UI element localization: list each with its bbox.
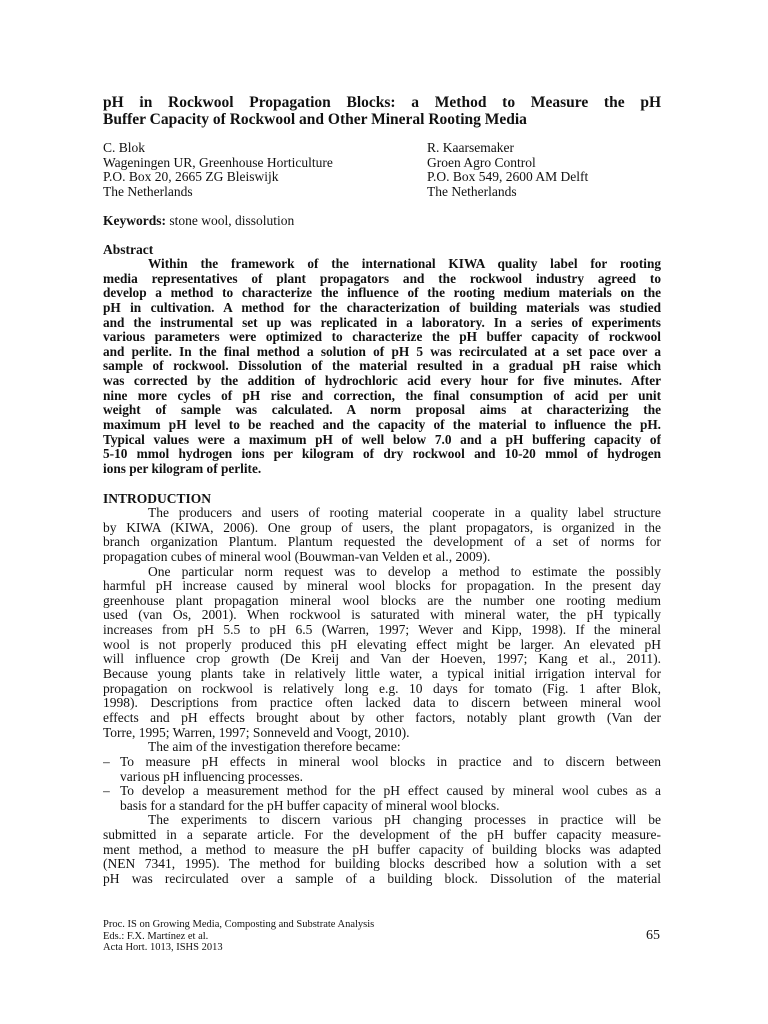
author-country: The Netherlands (103, 183, 193, 199)
body-line: (NEN 7341, 1995). The method for building blocks described how a solution with a set (103, 857, 661, 872)
author-name: C. Blok (103, 140, 146, 155)
body-line: The experiments to discern various pH changing processes in practice will be (148, 813, 661, 828)
footer-citation: Acta Hort. 1013, ISHS 2013 (103, 942, 223, 953)
keywords-label: Keywords: (103, 213, 166, 228)
abstract-line: nine more cycles of pH rise and correction, the final consumption of acid per unit (103, 388, 661, 403)
author-affiliation: Wageningen UR, Greenhouse Horticulture (103, 154, 333, 170)
body-line: Torre, 1995; Warren, 1997; Sonneveld and Voogt, 2010). (103, 724, 410, 740)
author-1 (103, 141, 333, 199)
bullet-dash: – (103, 754, 110, 769)
abstract-line: develop a method to characterize the influence of the rooting medium materials on the (103, 286, 661, 301)
title-line: pH in Rockwool Propagation Blocks: a Method to Measure the pH (103, 94, 661, 111)
author-country: The Netherlands (427, 183, 517, 199)
abstract-line: media representatives of plant propagators and the rockwool industry agreed to (103, 271, 661, 286)
abstract-line: pH in cultivation. A method for the characterization of building materials was studied (103, 300, 661, 315)
page-number: 65 (646, 928, 660, 943)
body-line: One particular norm request was to develop a method to estimate the possibly (148, 564, 661, 579)
body-line: increases from pH 5.5 to pH 6.5 (Warren, 1997; Wever and Kipp, 1998). If the mineral (103, 623, 661, 638)
abstract-line: Within the framework of the international KIWA quality label for rooting (148, 257, 661, 271)
body-line: pH was recirculated over a sample of a building block. Dissolution of the material (103, 872, 661, 887)
body-line: 1998). Descriptions from practice often lacked data to discern between mineral wool (103, 696, 661, 711)
abstract-line: Typical values were a maximum pH of well below 7.0 and a pH buffering capacity of (103, 432, 661, 447)
abstract-line: was corrected by the addition of hydrochloric acid every hour for five minutes. After (103, 374, 661, 389)
body-line: effects and pH effects brought about by other factors, notably plant growth (Van der (103, 710, 661, 725)
bullet-text: To measure pH effects in mineral wool blocks in practice and to discern between (120, 754, 661, 769)
body-line: propagation on rockwool is relatively long e.g. 10 days for tomato (Fig. 1 after Blok, (103, 681, 661, 696)
body-line: propagation cubes of mineral wool (Bouwman-van Velden et al., 2009). (103, 548, 491, 564)
author-name: R. Kaarsemaker (427, 140, 514, 155)
abstract-line: 5-10 mmol hydrogen ions per kilogram of dry rockwool and 10-20 mmol of hydrogen (103, 447, 661, 462)
abstract-line: maximum pH level to be reached and the capacity of the material to influence the pH. (103, 418, 661, 433)
body-line: harmful pH increase caused by mineral wool blocks for propagation. In the present day (103, 579, 661, 594)
abstract-line: and the instrumental set up was replicated in a laboratory. In a series of experiments (103, 315, 661, 330)
title-line: Buffer Capacity of Rockwool and Other Mineral Rooting Media (103, 111, 527, 128)
bullet-continuation: basis for a standard for the pH buffer capacity of mineral wool blocks. (120, 797, 500, 813)
body-line: used (van Os, 2001). When rockwool is saturated with mineral water, the pH typically (103, 608, 661, 623)
body-line: greenhouse plant propagation mineral wool blocks are the number one rooting medium (103, 593, 661, 608)
author-address: P.O. Box 549, 2600 AM Delft (427, 169, 589, 185)
body-line: wool is not properly produced this pH elevating effect might be larger. An elevated pH (103, 637, 661, 652)
author-affiliation: Groen Agro Control (427, 154, 536, 170)
body-line: The producers and users of rooting material cooperate in a quality label structure (148, 506, 661, 520)
footer-editors: Eds.: F.X. Martínez et al. (103, 930, 209, 942)
bullet-text: To develop a measurement method for the pH effect caused by mineral wool cubes as a (120, 784, 661, 799)
bullet-dash: – (103, 784, 110, 799)
body-line: will influence crop growth (De Kreij and Van der Hoeven, 1997; Kang et al., 2011). (103, 652, 661, 667)
abstract-body (103, 257, 661, 477)
bullet-item (103, 755, 661, 770)
body-line: Because young plants take in relatively little water, a typical initial irrigation interval for (103, 667, 661, 682)
abstract-line: various parameters were optimized to characterize the pH buffer capacity of rockwool (103, 330, 661, 345)
introduction-body (103, 506, 661, 887)
bullet-item (103, 784, 661, 799)
body-line: ment method, a method to measure the pH buffer capacity of building blocks was adapted (103, 842, 661, 857)
abstract-line: and perlite. In the final method a solution of pH 5 was recirculated at a set pace over a (103, 344, 661, 359)
abstract-line: weight of sample was calculated. A norm proposal aims at characterizing the (103, 403, 661, 418)
author-address: P.O. Box 20, 2665 ZG Bleiswijk (103, 169, 279, 185)
body-line: submitted in a separate article. For the development of the pH buffer capacity measure- (103, 828, 661, 843)
bullet-continuation: various pH influencing processes. (120, 768, 303, 784)
abstract-line: sample of rockwool. Dissolution of the material resulted in a gradual pH raise which (103, 359, 661, 374)
author-2 (427, 141, 588, 199)
keywords (103, 213, 294, 228)
footer-proceedings: Proc. IS on Growing Media, Composting and Substrate Analysis (103, 919, 375, 930)
abstract-line: ions per kilogram of perlite. (103, 460, 262, 476)
body-line: The aim of the investigation therefore became: (148, 739, 401, 755)
body-line: by KIWA (KIWA, 2006). One group of users, the plant propagators, is organized in the (103, 520, 661, 535)
keywords-text: stone wool, dissolution (169, 213, 295, 228)
abstract-heading: Abstract (103, 242, 154, 257)
page-footer (103, 919, 661, 954)
section-heading-introduction: INTRODUCTION (103, 491, 212, 506)
paper-title (103, 94, 661, 128)
body-line: branch organization Plantum. Plantum requested the development of a set of norms for (103, 535, 661, 550)
